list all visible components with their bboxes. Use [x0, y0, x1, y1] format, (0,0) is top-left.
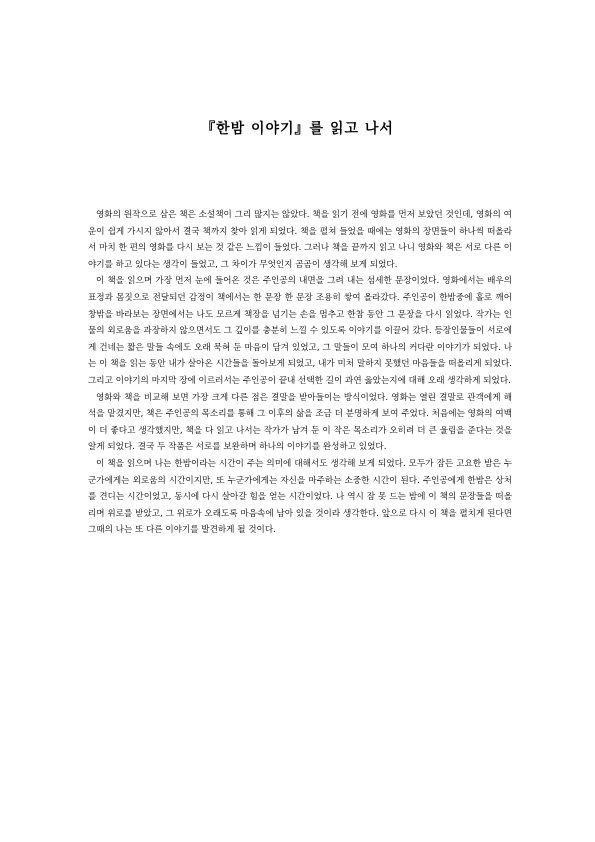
paragraph-1: 영화의 원작으로 삼은 책은 소설책이 그리 많지는 않았다. 책을 읽기 전에 영화를 먼저 보았던 것인데, 영화의 여운이 쉽게 가시지 않아서 결국 책까지 찾아 읽게 되었다. 책을 펼쳐 들었을 때에는 영화의 장면들이 하나씩 떠올라서 마치 한 편의 영화를 다시 보는 것 같은 느낌이 들었다. 그러나 책을 끝까지 읽고 나니 영화와 책은 서로 다른 이야기를 하고 있다는 생각이 들었고, 그 차이가 무엇인지 곰곰이 생각해 보게 되었다. [88, 210, 512, 270]
paragraph-4: 이 책을 읽으며 나는 한밤이라는 시간이 주는 의미에 대해서도 생각해 보게 되었다. 모두가 잠든 고요한 밤은 누군가에게는 외로움의 시간이지만, 또 누군가에게는 자신을 마주하는 소중한 시간이 된다. 주인공에게 한밤은 상처를 견디는 시간이었고, 동시에 다시 살아갈 힘을 얻는 시간이었다. 나 역시 잠 못 드는 밤에 이 책의 문장들을 떠올리며 위로를 받았고, 그 위로가 오래도록 마음속에 남아 있을 것이라 생각한다. 앞으로 다시 이 책을 펼치게 된다면 그때의 나는 또 다른 이야기를 발견하게 될 것이다. [88, 458, 512, 536]
paragraph-2: 이 책을 읽으며 가장 먼저 눈에 들어온 것은 주인공의 내면을 그려 내는 섬세한 문장이었다. 영화에서는 배우의 표정과 몸짓으로 전달되던 감정이 책에서는 한 문장 한 문장 조용히 쌓여 올라갔다. 주인공이 한밤중에 홀로 깨어 창밖을 바라보는 장면에서는 나도 모르게 책장을 넘기는 손을 멈추고 한참 동안 그 문장을 다시 읽었다. 작가는 인물의 외로움을 과장하지 않으면서도 그 깊이를 충분히 느낄 수 있도록 이야기를 이끌어 갔다. 등장인물들이 서로에게 건네는 짧은 말들 속에도 오래 묵혀 둔 마음이 담겨 있었고, 그 말들이 모여 하나의 커다란 이야기가 되었다. 나는 이 책을 읽는 동안 내가 살아온 시간들을 돌아보게 되었고, 내가 미처 말하지 못했던 마음들을 떠올리게 되었다. 그리고 이야기의 마지막 장에 이르러서는 주인공이 끝내 선택한 길이 과연 옳았는지에 대해 오래 생각하게 되었다. [88, 276, 512, 386]
document-title: 『한밤 이야기』를 읽고 나서 [201, 121, 394, 137]
document-body [88, 207, 512, 539]
paragraph-3: 영화와 책을 비교해 보면 가장 크게 다른 점은 결말을 받아들이는 방식이었다. 영화는 열린 결말로 관객에게 해석을 맡겼지만, 책은 주인공의 목소리를 통해 그 이후의 삶을 조금 더 분명하게 보여 주었다. 처음에는 영화의 여백이 더 좋다고 생각했지만, 책을 다 읽고 나서는 작가가 남겨 둔 이 작은 목소리가 오히려 더 큰 울림을 준다는 것을 알게 되었다. 결국 두 작품은 서로를 보완하며 하나의 이야기를 완성하고 있었다. [88, 392, 512, 453]
